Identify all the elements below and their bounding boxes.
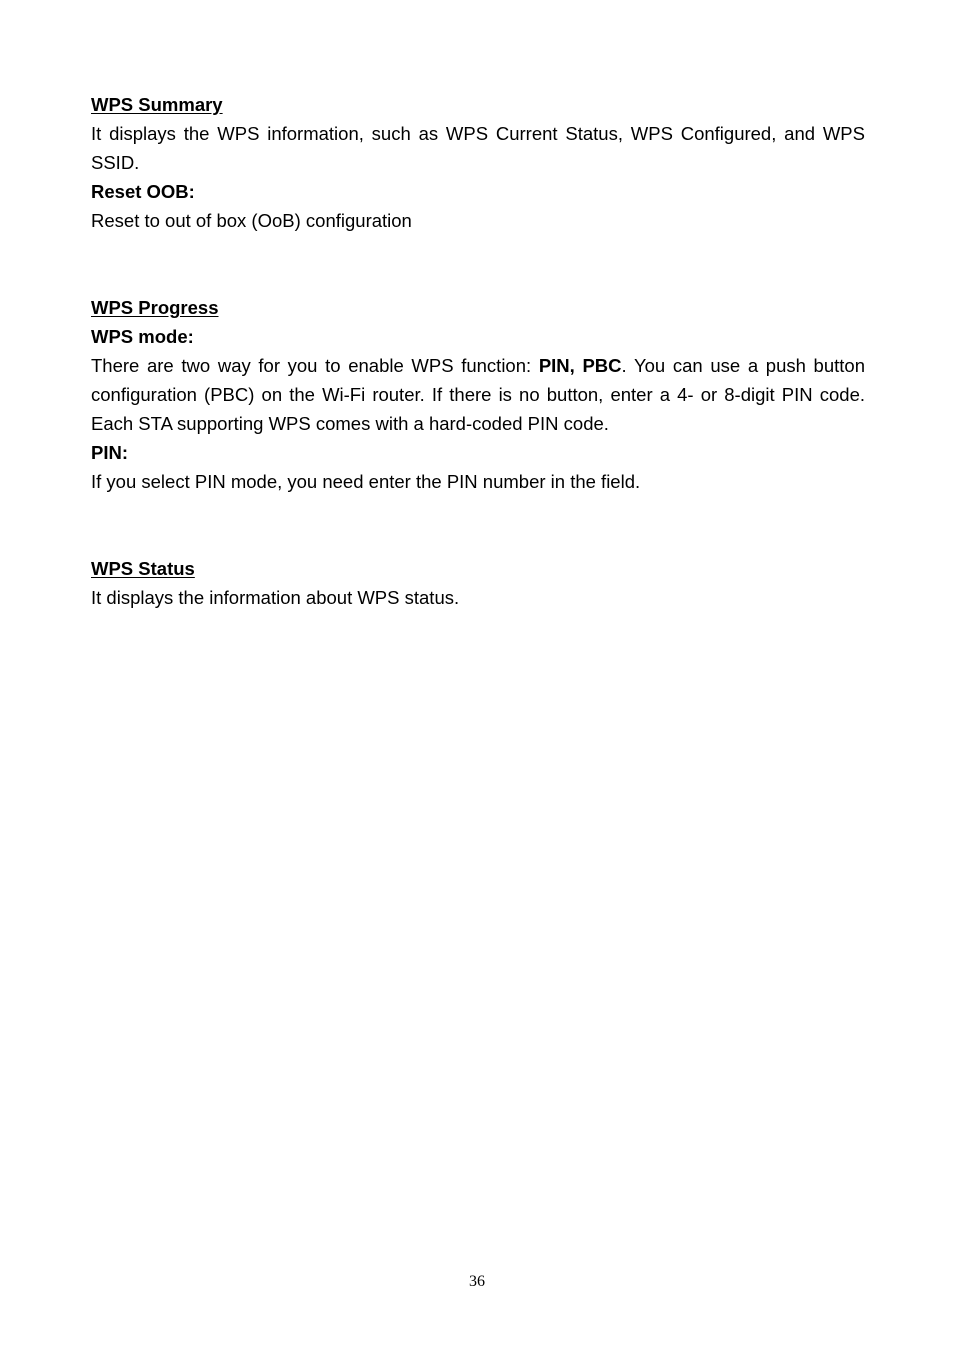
section-title-wps-summary: WPS Summary [91,94,223,115]
document-body [91,90,865,612]
reset-oob-description: Reset to out of box (OoB) configuration [91,210,412,231]
wps-mode-description [91,351,865,438]
wps-mode-term: WPS mode: [91,326,194,347]
wps-mode-options: PIN, PBC [538,355,622,376]
wps-summary-description: It displays the WPS information, such as WPS Current Status, WPS Configured, and WPS SSID. [91,123,865,173]
section-title-wps-progress: WPS Progress [91,297,219,318]
wps-progress-section [91,293,865,496]
pin-term: PIN: [91,442,128,463]
wps-status-description: It displays the information about WPS status. [91,587,460,608]
section-spacer [91,496,865,554]
wps-summary-section [91,90,865,235]
pin-description: If you select PIN mode, you need enter the PIN number in the field. [91,471,641,492]
wps-status-section [91,554,865,612]
page-number: 36 [469,1273,485,1290]
wps-mode-description-end: . You can use a push button configuration (PBC) on the Wi-Fi router. If there is no button, enter a 4- or 8-digit PIN code. Each STA supporting WPS comes with a hard-coded PIN code. [91,355,865,434]
reset-oob-term: Reset OOB: [91,181,195,202]
section-title-wps-status: WPS Status [91,558,195,579]
section-spacer [91,235,865,293]
wps-mode-description-start: There are two way for you to enable WPS function: [91,355,539,376]
